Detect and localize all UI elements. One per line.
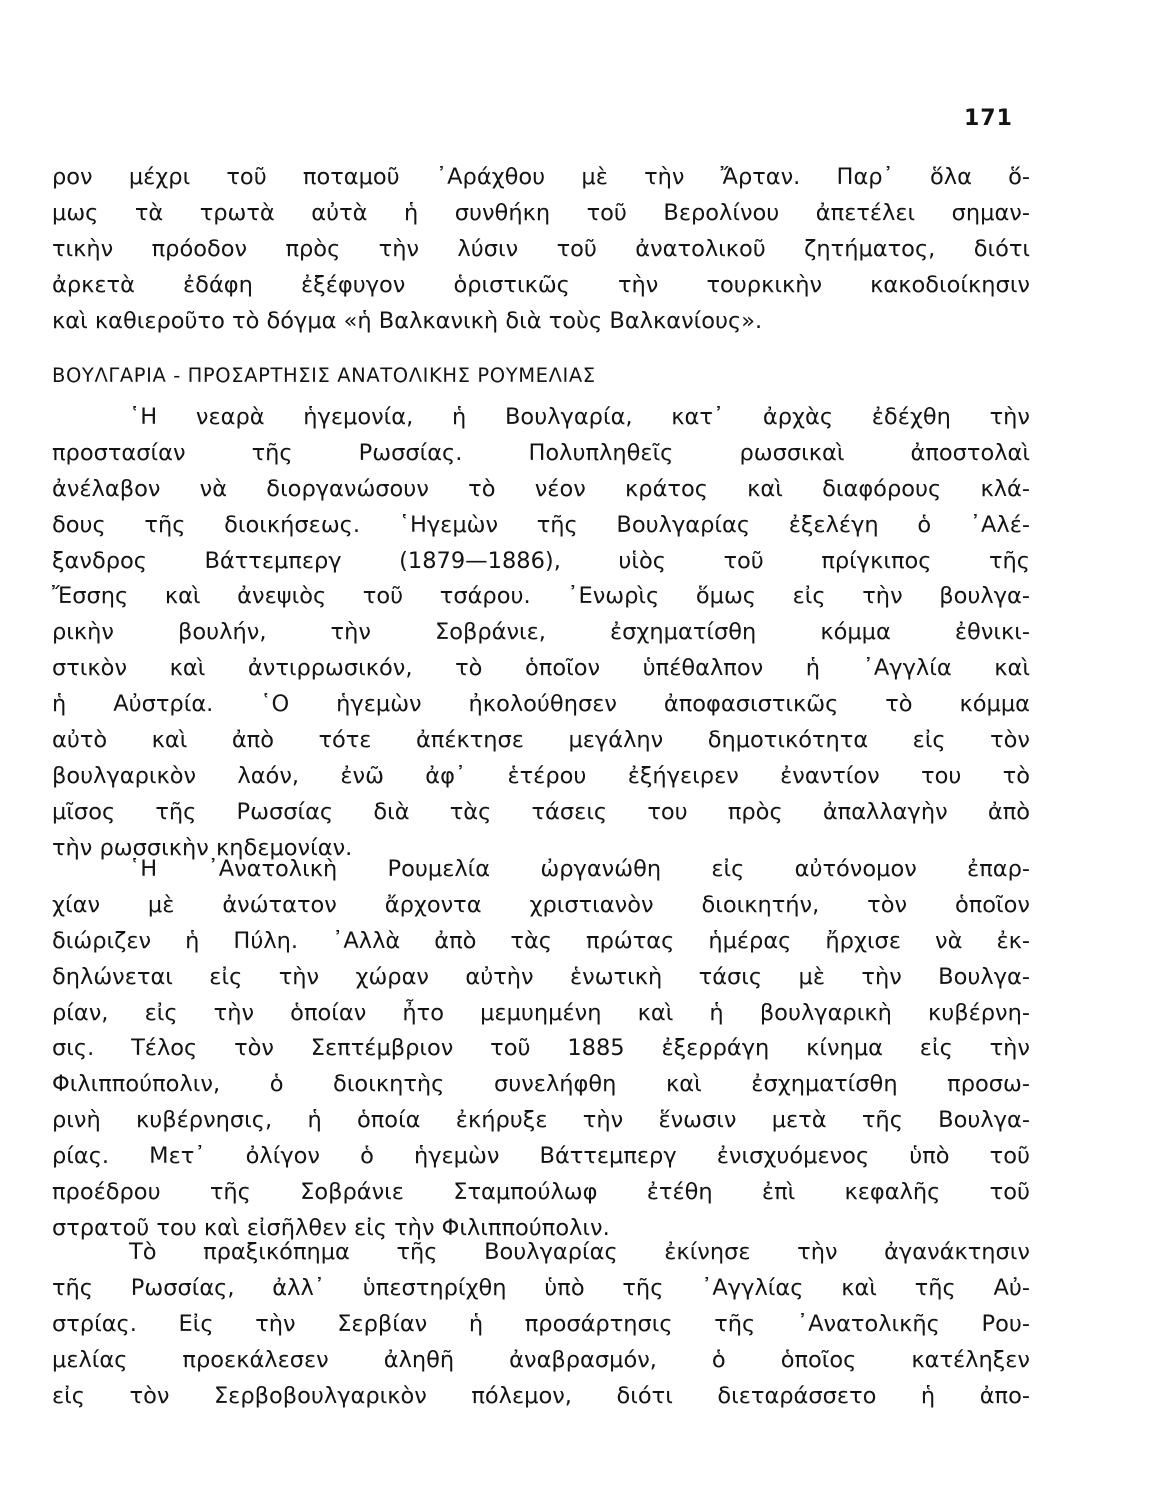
- paragraph-intro: [52, 160, 1030, 339]
- text-line: ἡ Αὐστρία. ῾Ο ἡγεμὼν ἠκολούθησεν ἀποφασιστικῶς τὸ κόμμα: [52, 691, 1030, 718]
- text-line: ρίαν, εἰς τὴν ὁποίαν ἦτο μεμυημένη καὶ ἡ βουλγαρικὴ κυβέρνη-: [52, 999, 1030, 1026]
- text-line: τὴν ρωσσικὴν κηδεμονίαν.: [52, 834, 353, 861]
- text-line: ρίας. Μετ᾽ ὀλίγον ὁ ἡγεμὼν Βάττεμπεργ ἐνισχυόμενος ὑπὸ τοῦ: [52, 1143, 1030, 1170]
- text-line: ρον μέχρι τοῦ ποταμοῦ ᾿Αράχθου μὲ τὴν Ἄρταν. Παρ᾽ ὅλα ὅ-: [52, 164, 1030, 190]
- section-heading: ΒΟΥΛΓΑΡΙΑ - ΠΡΟΣΑΡΤΗΣΙΣ ΑΝΑΤΟΛΙΚΗΣ ΡΟΥΜΕΛΙΑΣ: [52, 364, 596, 387]
- text-line: ξανδρος Βάττεμπεργ (1879—1886), υἱὸς τοῦ πρίγκιπος τῆς: [52, 547, 1030, 574]
- text-line: ρικὴν βουλήν, τὴν Σοβράνιε, ἐσχηματίσθη κόμμα ἐθνικι-: [52, 619, 1030, 646]
- text-line: ἀρκετὰ ἐδάφη ἐξέφυγον ὁριστικῶς τὴν τουρκικὴν κακοδιοίκησιν: [52, 271, 1030, 298]
- paragraph-bulgaria: [52, 400, 1030, 867]
- text-line: αὐτὸ καὶ ἀπὸ τότε ἀπέκτησε μεγάλην δημοτικότητα εἰς τὸν: [52, 727, 1030, 754]
- text-line: μως τὰ τρωτὰ αὐτὰ ἡ συνθήκη τοῦ Βερολίνου ἀπετέλει σημαν-: [52, 199, 1030, 226]
- text-line: ἀνέλαβον νὰ διοργανώσουν τὸ νέον κράτος καὶ διαφόρους κλά-: [52, 475, 1030, 502]
- text-line: στρατοῦ του καὶ εἰσῆλθεν εἰς τὴν Φιλιππούπολιν.: [52, 1214, 610, 1241]
- text-line: ρινὴ κυβέρνησις, ἡ ὁποία ἐκήρυξε τὴν ἕνωσιν μετὰ τῆς Βουλγα-: [52, 1107, 1030, 1134]
- text-line: δους τῆς διοικήσεως. ῾Ηγεμὼν τῆς Βουλγαρίας ἐξελέγη ὁ ᾿Αλέ-: [52, 511, 1030, 538]
- text-line: προστασίαν τῆς Ρωσσίας. Πολυπληθεῖς ρωσσικαὶ ἀποστολαὶ: [52, 439, 1030, 466]
- text-line: Τὸ πραξικόπημα τῆς Βουλγαρίας ἐκίνησε τὴν ἀγανάκτησιν: [129, 1239, 1030, 1265]
- text-line: σις. Τέλος τὸν Σεπτέμβριον τοῦ 1885 ἐξερράγη κίνημα εἰς τὴν: [52, 1035, 1030, 1062]
- text-line: βουλγαρικὸν λαόν, ἐνῶ ἀφ᾽ ἑτέρου ἐξήγειρεν ἐναντίον του τὸ: [52, 762, 1030, 789]
- text-line: διώριζεν ἡ Πύλη. ᾿Αλλὰ ἀπὸ τὰς πρώτας ἡμέρας ἤρχισε νὰ ἐκ-: [52, 927, 1030, 954]
- text-line: τικὴν πρόοδον πρὸς τὴν λύσιν τοῦ ἀνατολικοῦ ζητήματος, διότι: [52, 235, 1030, 262]
- text-line: Ἔσσης καὶ ἀνεψιὸς τοῦ τσάρου. ᾿Ενωρὶς ὅμως εἰς τὴν βουλγα-: [52, 583, 1030, 610]
- text-line: χίαν μὲ ἀνώτατον ἄρχοντα χριστιανὸν διοικητήν, τὸν ὁποῖον: [52, 891, 1030, 918]
- text-line: Φιλιππούπολιν, ὁ διοικητὴς συνελήφθη καὶ ἐσχηματίσθη προσω-: [52, 1071, 1030, 1098]
- text-line: καὶ καθιεροῦτο τὸ δόγμα «ἡ Βαλκανικὴ διὰ τοὺς Βαλκανίους».: [52, 307, 763, 334]
- text-line: προέδρου τῆς Σοβράνιε Σταμπούλωφ ἐτέθη ἐπὶ κεφαλῆς τοῦ: [52, 1179, 1030, 1206]
- text-line: ῾Η νεαρὰ ἡγεμονία, ἡ Βουλγαρία, κατ᾽ ἀρχὰς ἐδέχθη τὴν: [129, 404, 1030, 430]
- text-line: στρίας. Εἰς τὴν Σερβίαν ἡ προσάρτησις τῆς ᾿Ανατολικῆς Ρου-: [52, 1310, 1030, 1337]
- text-line: μελίας προεκάλεσεν ἀληθῆ ἀναβρασμόν, ὁ ὁποῖος κατέληξεν: [52, 1346, 1030, 1373]
- text-line: δηλώνεται εἰς τὴν χώραν αὐτὴν ἑνωτικὴ τάσις μὲ τὴν Βουλγα-: [52, 963, 1030, 990]
- text-line: τῆς Ρωσσίας, ἀλλ᾽ ὑπεστηρίχθη ὑπὸ τῆς ᾿Αγγλίας καὶ τῆς Αὐ-: [52, 1274, 1030, 1301]
- paragraph-rumelia: [52, 852, 1030, 1247]
- text-line: στικὸν καὶ ἀντιρρωσικόν, τὸ ὁποῖον ὑπέθαλπον ἡ ᾿Αγγλία καὶ: [52, 655, 1030, 682]
- text-line: μῖσος τῆς Ρωσσίας διὰ τὰς τάσεις του πρὸς ἀπαλλαγὴν ἀπὸ: [52, 798, 1030, 825]
- paragraph-serbia: [52, 1235, 1030, 1414]
- text-line: εἰς τὸν Σερβοβουλγαρικὸν πόλεμον, διότι διεταράσσετο ἡ ἀπο-: [52, 1382, 1030, 1409]
- page-number: 171: [964, 106, 1013, 131]
- text-line: ῾Η ᾿Ανατολικὴ Ρουμελία ὠργανώθη εἰς αὐτόνομον ἐπαρ-: [129, 856, 1030, 882]
